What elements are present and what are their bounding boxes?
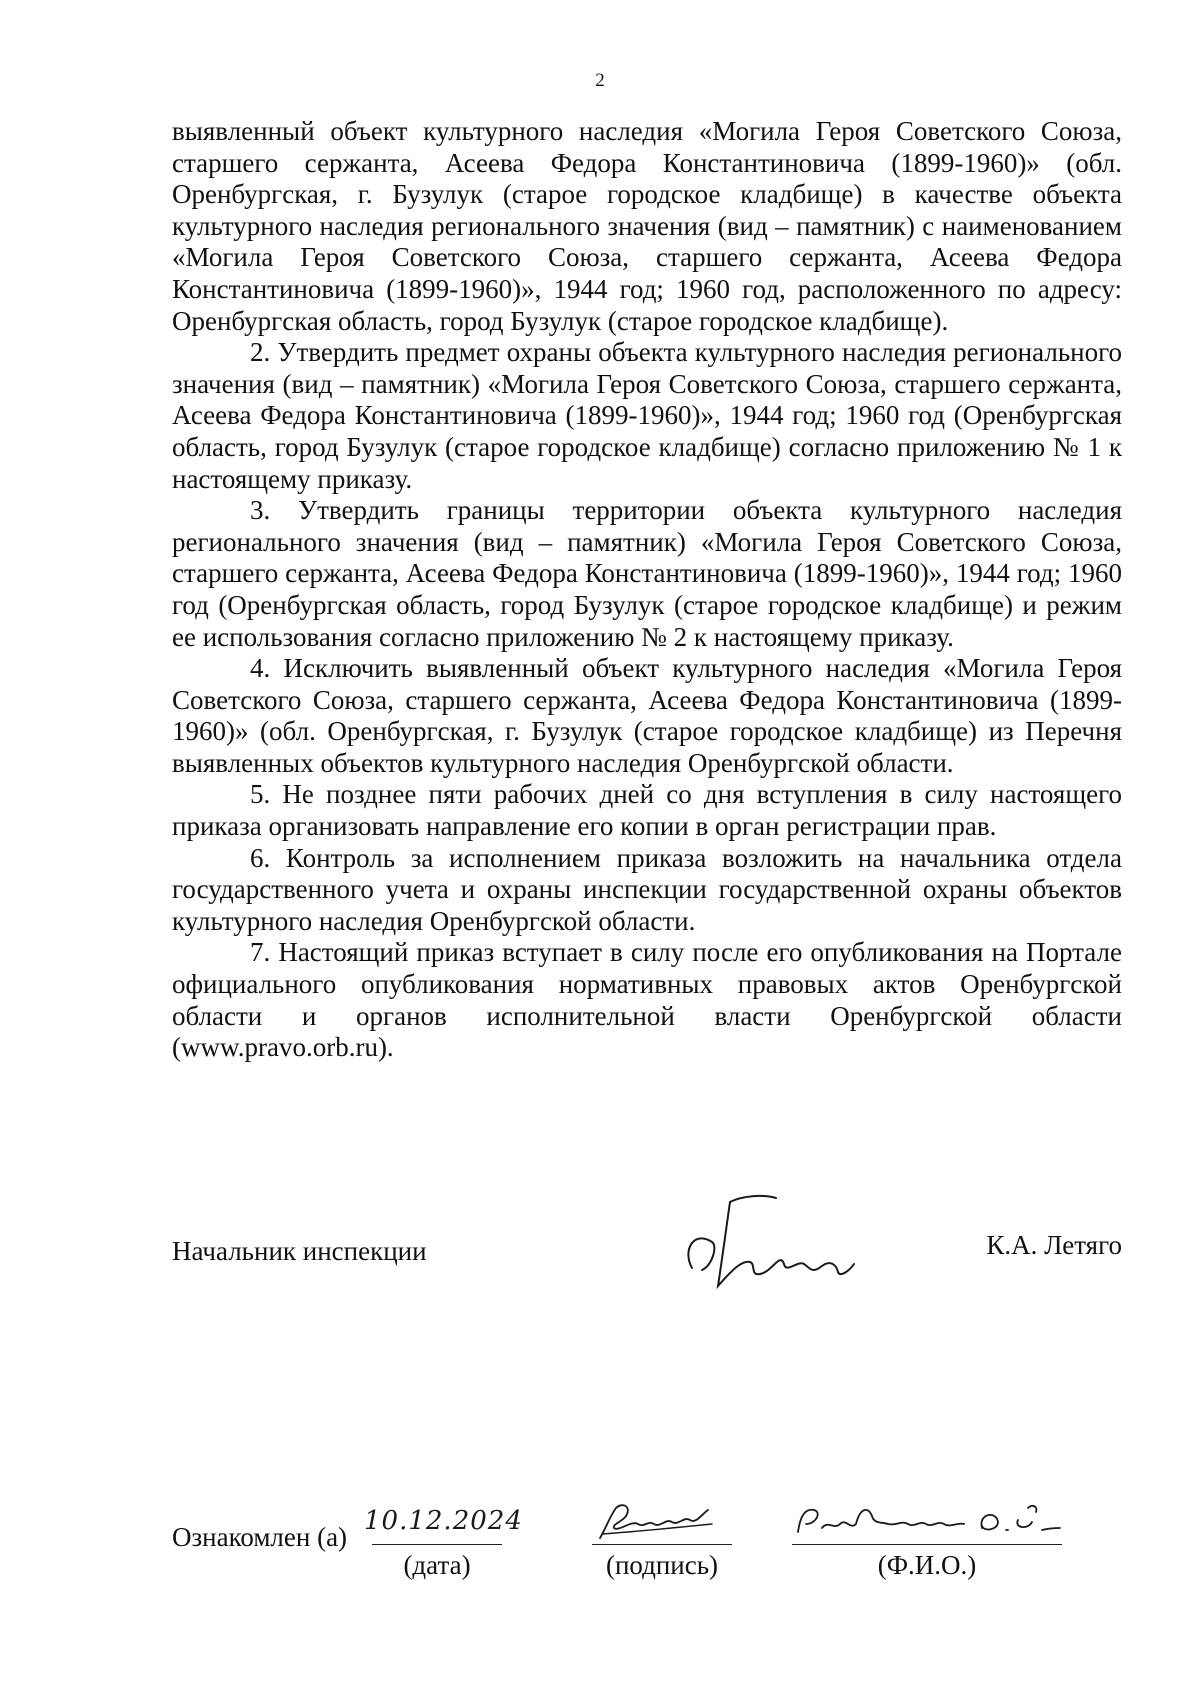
paragraph-4: 4. Исключить выявленный объект культурного наследия «Могила Героя Советского Союза, старшего сержанта, Асеева Федора Константиновича (1899-1960)» (обл. Оренбургская, г. Бузулук (старое городское кладбище) из Перечня выявленных объектов культурного наследия Оренбургской области. — [172, 653, 1122, 778]
handwritten-fio — [792, 1498, 1062, 1544]
handwritten-date: 10.12.2024 — [364, 1506, 523, 1536]
paragraph-1-continued: выявленный объект культурного наследия «Могила Героя Советского Союза, старшего сержанта, Асеева Федора Константиновича (1899-1960)» (обл. Оренбургская, г. Бузулук (старое городское кладбище) в качестве объекта культурного наследия регионального значения (вид – памятник) с наименованием «Могила Героя Советского Союза, старшего сержанта, Асеева Федора Константиновича (1899-1960)», 1944 год; 1960 год, расположенного по адресу: Оренбургская область, город Бузулук (старое городское кладбище). — [172, 116, 1122, 336]
signer-position: Начальник инспекции — [172, 1236, 427, 1266]
paragraph-7: 7. Настоящий приказ вступает в силу после его опубликования на Портале официального опубликования нормативных правовых актов Оренбургской области и органов исполнительной власти Оренбургской области (www.pravo.orb.ru). — [172, 937, 1122, 1063]
page-number: 2 — [595, 70, 605, 91]
paragraph-6: 6. Контроль за исполнением приказа возложить на начальника отдела государственного учета и охраны инспекции государственной охраны объектов культурного наследия Оренбургской области. — [172, 842, 1122, 936]
date-caption: (дата) — [403, 1550, 471, 1580]
paragraph-3: 3. Утвердить границы территории объекта культурного наследия регионального значения (вид – памятник) «Могила Героя Советского Союза, старшего сержанта, Асеева Федора Константиновича (1899-1960)», 1944 год; 1960 год (Оренбургская область, город Бузулук (старое городское кладбище) и режим ее использования согласно приложению № 2 к настоящему приказу. — [172, 495, 1122, 652]
signer-name: К.А. Летяго — [986, 1230, 1122, 1260]
signature-underline — [592, 1544, 732, 1545]
document-body — [172, 116, 1122, 1064]
paragraph-5: 5. Не позднее пяти рабочих дней со дня вступления в силу настоящего приказа организовать направление его копии в орган регистрации прав. — [172, 779, 1122, 842]
acknowledgement-block — [172, 1500, 1122, 1620]
paragraph-2: 2. Утвердить предмет охраны объекта культурного наследия регионального значения (вид – памятник) «Могила Героя Советского Союза, старшего сержанта, Асеева Федора Константиновича (1899-1960)», 1944 год; 1960 год (Оренбургская область, город Бузулук (старое городское кладбище) согласно приложению № 1 к настоящему приказу. — [172, 337, 1122, 494]
fio-caption: (Ф.И.О.) — [877, 1550, 977, 1580]
acknowledgement-signature — [592, 1498, 732, 1544]
date-underline — [372, 1544, 502, 1545]
fio-underline — [792, 1544, 1062, 1545]
signature-caption: (подпись) — [605, 1550, 719, 1580]
acknowledgement-label: Ознакомлен (а) — [172, 1522, 348, 1552]
signature-block — [172, 1222, 1122, 1302]
handwritten-signature — [672, 1190, 892, 1300]
